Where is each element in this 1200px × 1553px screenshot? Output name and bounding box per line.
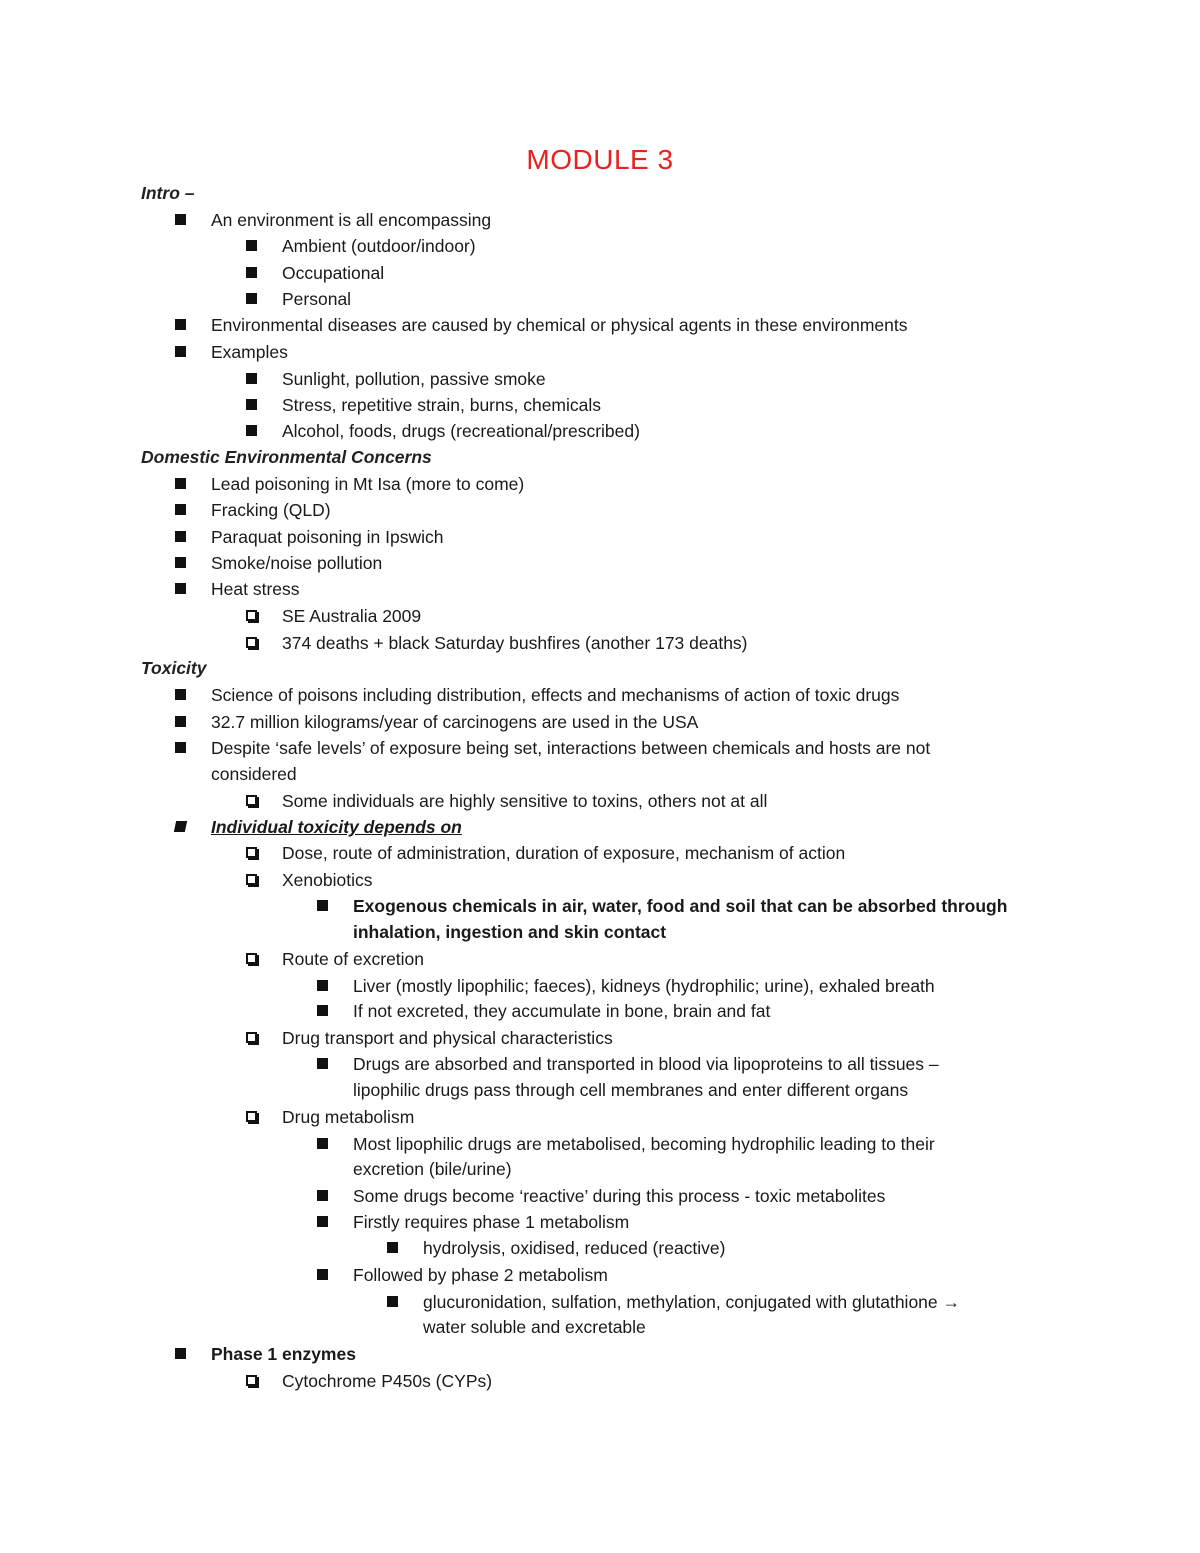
- square-bullet-icon: [246, 373, 257, 384]
- list-item: Ambient (outdoor/indoor): [282, 233, 476, 259]
- square-bullet-icon: [175, 531, 186, 542]
- square-bullet-icon: [317, 1058, 328, 1069]
- square-bullet-icon: [246, 399, 257, 410]
- checkbox-bullet-icon: [246, 1111, 257, 1122]
- heading-domestic: Domestic Environmental Concerns: [141, 447, 432, 467]
- square-bullet-icon: [317, 980, 328, 991]
- list-item: Some individuals are highly sensitive to toxins, others not at all: [282, 788, 767, 814]
- list-item: Paraquat poisoning in Ipswich: [211, 524, 444, 550]
- square-bullet-icon: [246, 240, 257, 251]
- list-item: Some drugs become ‘reactive’ during this process - toxic metabolites: [353, 1183, 885, 1209]
- list-item: Liver (mostly lipophilic; faeces), kidneys (hydrophilic; urine), exhaled breath: [353, 973, 935, 999]
- square-bullet-icon: [175, 346, 186, 357]
- list-item: Stress, repetitive strain, burns, chemicals: [282, 392, 601, 418]
- square-bullet-icon: [175, 478, 186, 489]
- list-item: hydrolysis, oxidised, reduced (reactive): [423, 1235, 726, 1261]
- list-item: glucuronidation, sulfation, methylation, conjugated with glutathione →: [423, 1289, 960, 1315]
- list-item: Fracking (QLD): [211, 497, 331, 523]
- checkbox-bullet-icon: [246, 874, 257, 885]
- checkbox-bullet-icon: [246, 1032, 257, 1043]
- list-item-continuation: inhalation, ingestion and skin contact: [353, 922, 667, 942]
- square-bullet-icon: [175, 504, 186, 515]
- square-bullet-icon: [174, 821, 187, 832]
- list-item: Sunlight, pollution, passive smoke: [282, 366, 546, 392]
- square-bullet-icon: [175, 742, 186, 753]
- list-item: Science of poisons including distribution, effects and mechanisms of action of toxic drugs: [211, 682, 899, 708]
- list-item: Drug transport and physical characteristics: [282, 1025, 613, 1051]
- list-item: Exogenous chemicals in air, water, food and soil that can be absorbed through: [353, 893, 1007, 919]
- square-bullet-icon: [175, 214, 186, 225]
- list-item: Heat stress: [211, 576, 300, 602]
- square-bullet-icon: [246, 267, 257, 278]
- list-item: Personal: [282, 286, 351, 312]
- list-item: Alcohol, foods, drugs (recreational/prescribed): [282, 418, 640, 444]
- square-bullet-icon: [175, 689, 186, 700]
- list-item: 32.7 million kilograms/year of carcinogens are used in the USA: [211, 709, 698, 735]
- checkbox-bullet-icon: [246, 953, 257, 964]
- list-item: Examples: [211, 339, 288, 365]
- list-item-continuation: excretion (bile/urine): [353, 1159, 512, 1179]
- list-item: Phase 1 enzymes: [211, 1341, 356, 1367]
- list-item: Lead poisoning in Mt Isa (more to come): [211, 471, 524, 497]
- list-item: Xenobiotics: [282, 867, 372, 893]
- square-bullet-icon: [317, 1005, 328, 1016]
- list-item: Smoke/noise pollution: [211, 550, 382, 576]
- list-item: SE Australia 2009: [282, 603, 421, 629]
- square-bullet-icon: [317, 900, 328, 911]
- list-item: Route of excretion: [282, 946, 424, 972]
- square-bullet-icon: [175, 1348, 186, 1359]
- square-bullet-icon: [246, 425, 257, 436]
- list-item: Despite ‘safe levels’ of exposure being set, interactions between chemicals and hosts are not: [211, 735, 930, 761]
- list-item: An environment is all encompassing: [211, 207, 491, 233]
- checkbox-bullet-icon: [246, 795, 257, 806]
- list-item: Individual toxicity depends on: [211, 814, 462, 840]
- checkbox-bullet-icon: [246, 1375, 257, 1386]
- square-bullet-icon: [317, 1216, 328, 1227]
- square-bullet-icon: [387, 1242, 398, 1253]
- square-bullet-icon: [175, 716, 186, 727]
- list-item: Followed by phase 2 metabolism: [353, 1262, 608, 1288]
- heading-toxicity: Toxicity: [141, 658, 207, 678]
- square-bullet-icon: [175, 319, 186, 330]
- square-bullet-icon: [317, 1190, 328, 1201]
- checkbox-bullet-icon: [246, 847, 257, 858]
- list-item-continuation: water soluble and excretable: [423, 1317, 646, 1337]
- list-item: 374 deaths + black Saturday bushfires (another 173 deaths): [282, 630, 748, 656]
- list-item: Dose, route of administration, duration of exposure, mechanism of action: [282, 840, 845, 866]
- heading-intro: Intro –: [141, 183, 195, 203]
- square-bullet-icon: [175, 557, 186, 568]
- list-item: Occupational: [282, 260, 384, 286]
- list-item: Cytochrome P450s (CYPs): [282, 1368, 492, 1394]
- square-bullet-icon: [246, 293, 257, 304]
- list-item-continuation: lipophilic drugs pass through cell membranes and enter different organs: [353, 1080, 909, 1100]
- list-item: If not excreted, they accumulate in bone, brain and fat: [353, 998, 770, 1024]
- square-bullet-icon: [317, 1138, 328, 1149]
- checkbox-bullet-icon: [246, 637, 257, 648]
- square-bullet-icon: [175, 583, 186, 594]
- list-item: Drugs are absorbed and transported in blood via lipoproteins to all tissues –: [353, 1051, 939, 1077]
- list-item: Firstly requires phase 1 metabolism: [353, 1209, 629, 1235]
- square-bullet-icon: [317, 1269, 328, 1280]
- square-bullet-icon: [387, 1296, 398, 1307]
- list-item: Drug metabolism: [282, 1104, 414, 1130]
- checkbox-bullet-icon: [246, 610, 257, 621]
- list-item: Most lipophilic drugs are metabolised, becoming hydrophilic leading to their: [353, 1131, 935, 1157]
- page-title: MODULE 3: [526, 144, 674, 175]
- list-item-continuation: considered: [211, 764, 297, 784]
- list-item: Environmental diseases are caused by chemical or physical agents in these environments: [211, 312, 907, 338]
